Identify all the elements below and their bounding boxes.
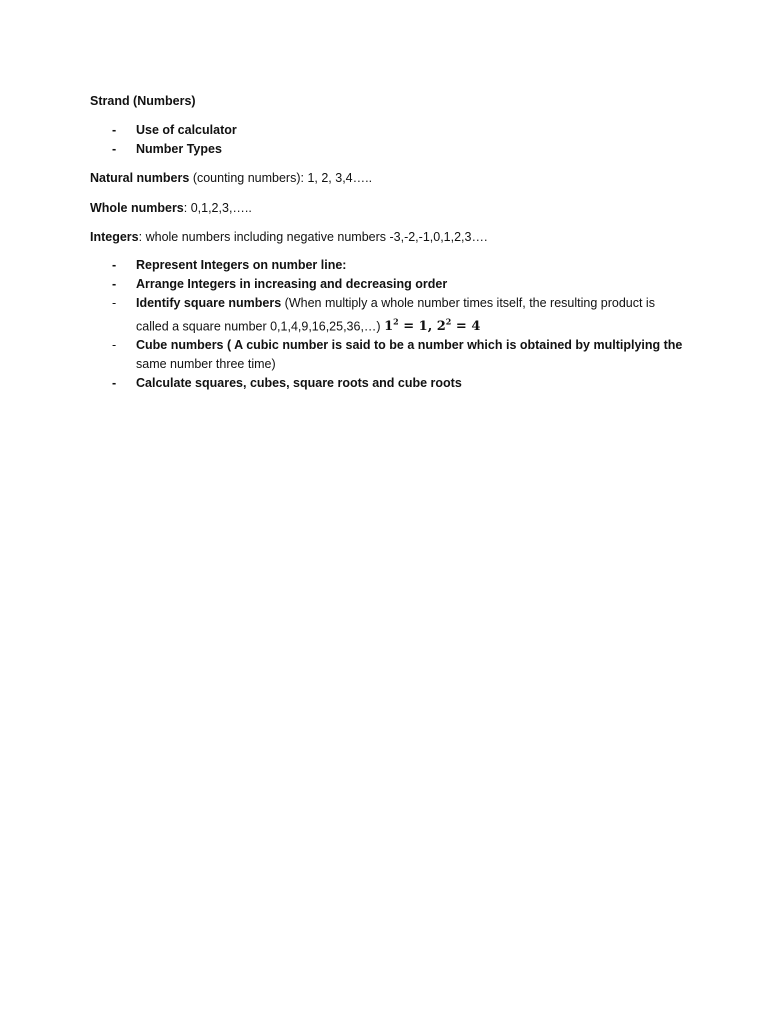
math-base-2: 2 [436,319,446,335]
objective-cube: Cube numbers ( A cubic number is said to be a number which is obtained by multiplying the [136,338,683,353]
math-equals-2: = 4 [451,319,481,335]
bullet-dash: - [112,258,117,272]
natural-numbers-line [90,170,372,186]
list-item [90,336,690,374]
whole-numbers-line [90,200,252,216]
bullet-dash: - [112,338,117,353]
objective-calculate: Calculate squares, cubes, square roots and cube roots [136,376,462,391]
bullet-dash: - [112,277,117,291]
whole-numbers-text: : 0,1,2,3,….. [183,201,252,215]
objectives-list [90,256,690,393]
bullet-dash: - [112,376,117,391]
objective-arrange: Arrange Integers in increasing and decreasing order [136,277,448,291]
topic-number-types: Number Types [136,142,222,156]
list-item [90,294,690,336]
math-exponent-2: 2 [445,317,452,327]
natural-numbers-label: Natural numbers [90,171,190,185]
topic-list [90,121,690,159]
objective-represent: Represent Integers on number line: [136,258,347,272]
math-equals-1: = 1, [398,319,437,335]
objective-identify-text: (When multiply a whole number times itself, the resulting product is called a square number 0,1,4,9,16,25,36,…) [136,296,655,334]
list-item [90,256,690,275]
integers-line [90,229,487,245]
list-item [90,275,690,294]
objective-identify: Identify square numbers [136,296,282,310]
math-exponent-1: 2 [393,317,399,327]
integers-text: : whole numbers including negative numbers -3,-2,-1,0,1,2,3…. [138,230,488,244]
topic-calculator: Use of calculator [136,123,237,137]
section-heading: Strand (Numbers) [90,94,196,108]
natural-numbers-text: (counting numbers): 1, 2, 3,4….. [189,171,373,185]
whole-numbers-label: Whole numbers [90,201,184,215]
integers-label: Integers [90,230,139,244]
list-item [90,140,690,159]
bullet-dash: - [112,142,117,156]
list-item [90,121,690,140]
bullet-dash: - [112,123,117,137]
objective-cube-continued: same number three time) [136,357,276,372]
list-item [90,374,690,393]
bullet-dash: - [112,296,117,310]
square-equation [384,319,480,334]
math-base-1: 1 [384,319,394,335]
